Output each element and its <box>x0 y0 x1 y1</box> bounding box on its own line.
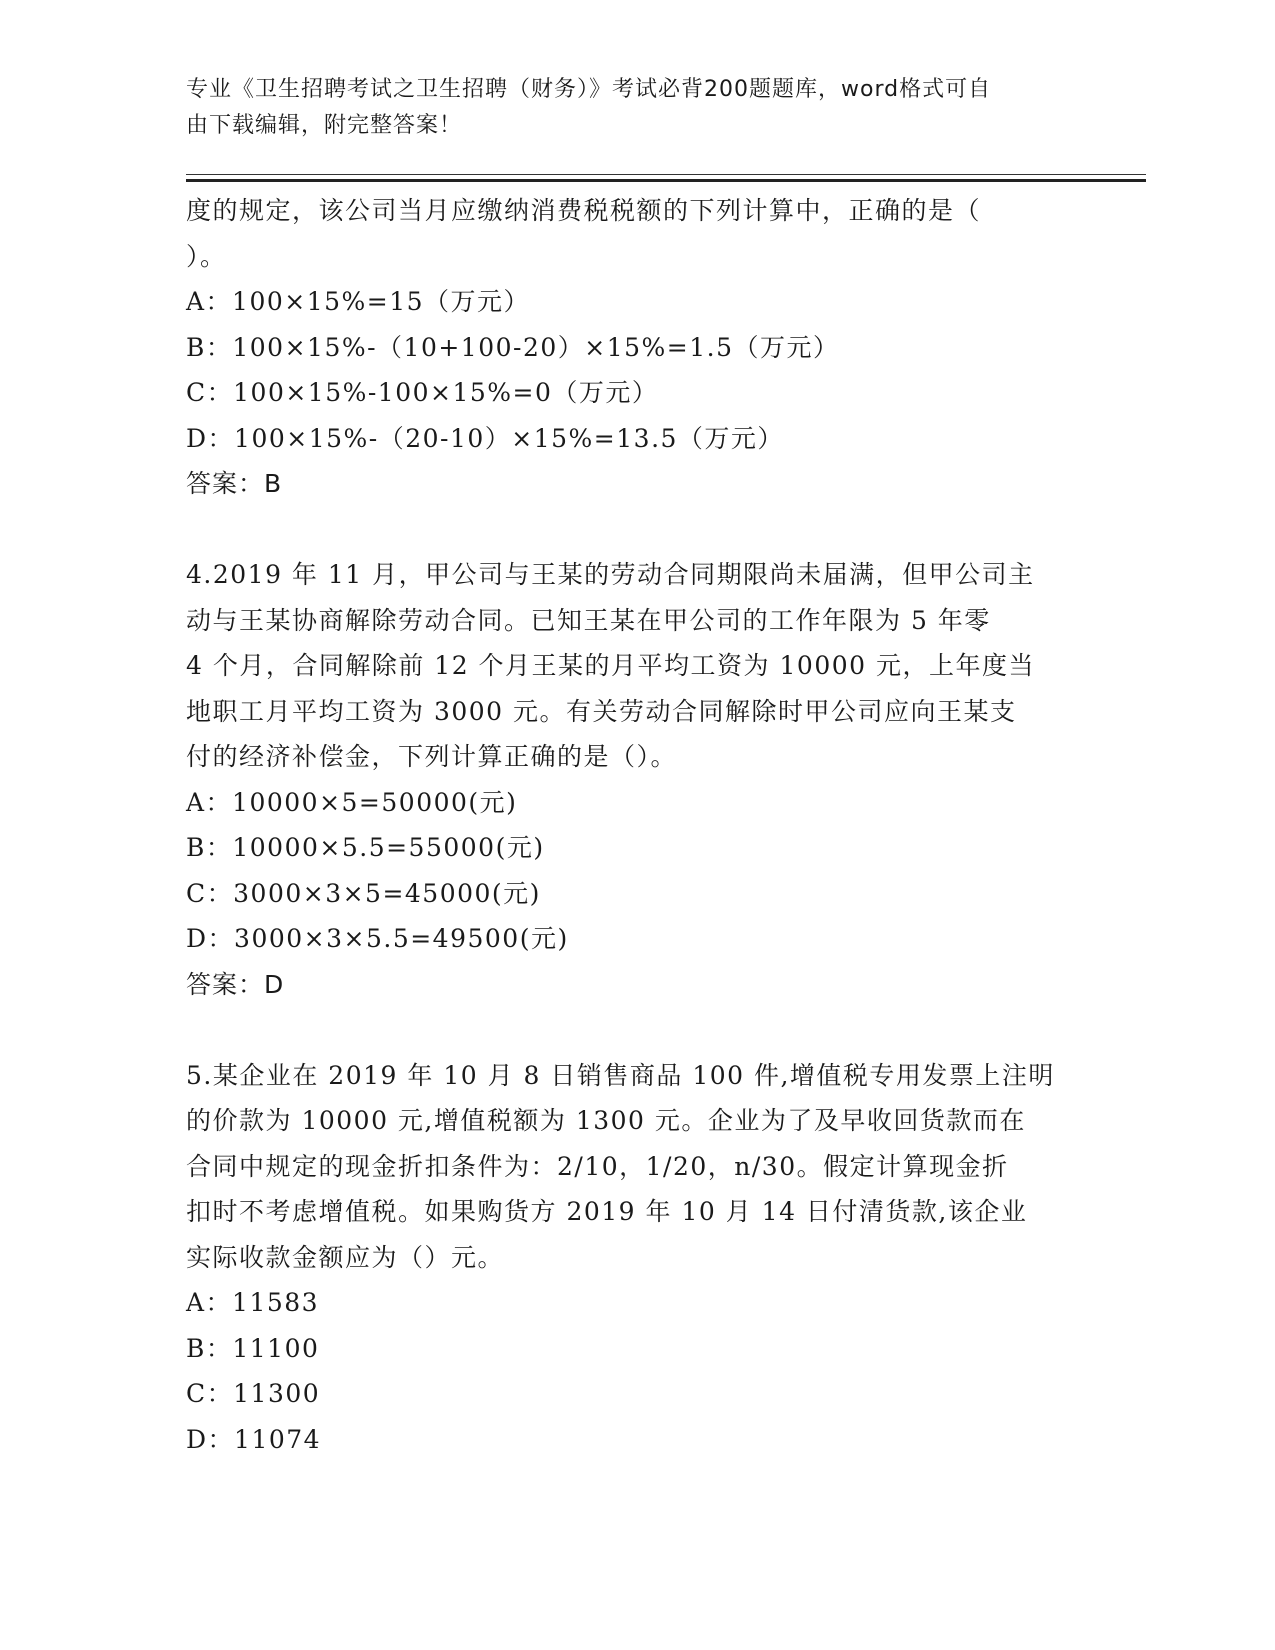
header-line-2: 由下载编辑，附完整答案！ <box>186 113 463 138</box>
question-stem-line: 扣时不考虑增值税。如果购货方 2019 年 10 月 14 日付清货款,该企业 <box>186 1197 1028 1226</box>
option-c: C：3000×3×5=45000(元) <box>186 878 541 908</box>
question-stem-line: 动与王某协商解除劳动合同。已知王某在甲公司的工作年限为 5 年零 <box>186 605 991 635</box>
header-divider-thin <box>186 174 1146 175</box>
question-stem-line: 付的经济补偿金，下列计算正确的是（）。 <box>186 742 678 771</box>
question-stem-line: 4 个月，合同解除前 12 个月王某的月平均工资为 10000 元，上年度当 <box>186 651 1035 680</box>
option-c: C：11300 <box>186 1379 321 1408</box>
document-header <box>186 72 1066 144</box>
answer-line: 答案：D <box>186 969 285 999</box>
option-b: B：100×15%-（10+100-20）×15%=1.5（万元） <box>186 332 840 362</box>
option-d: D：100×15%-（20-10）×15%=13.5（万元） <box>186 423 784 453</box>
option-d: D：3000×3×5.5=49500(元) <box>186 924 569 953</box>
question-stem-line: 实际收款金额应为（）元。 <box>186 1242 505 1272</box>
option-a: A：10000×5=50000(元) <box>186 787 518 817</box>
question-stem-line: 5.某企业在 2019 年 10 月 8 日销售商品 100 件,增值税专用发票上注明 <box>186 1060 1055 1090</box>
question-4 <box>186 552 1086 1007</box>
header-line-1: 专业《卫生招聘考试之卫生招聘（财务）》考试必背200题题库，word格式可自 <box>186 77 992 102</box>
question-stem-line: 合同中规定的现金折扣条件为：2/10，1/20，n/30。假定计算现金折 <box>186 1151 1009 1181</box>
question-stem-line: ）。 <box>186 241 227 271</box>
question-stem-line: 地职工月平均工资为 3000 元。有关劳动合同解除时甲公司应向王某支 <box>186 696 1017 726</box>
question-stem-line: 4.2019 年 11 月，甲公司与王某的劳动合同期限尚未届满，但甲公司主 <box>186 560 1035 589</box>
spacer <box>186 507 1086 553</box>
answer-line: 答案：B <box>186 469 283 498</box>
option-a: A：100×15%=15（万元） <box>186 287 531 316</box>
header-divider-thick <box>186 179 1146 182</box>
question-5 <box>186 1053 1086 1463</box>
option-c: C：100×15%-100×15%=0（万元） <box>186 378 659 407</box>
option-b: B：10000×5.5=55000(元) <box>186 833 545 862</box>
option-a: A：11583 <box>186 1288 320 1317</box>
option-b: B：11100 <box>186 1333 320 1363</box>
option-d: D：11074 <box>186 1424 322 1454</box>
question-stem-line: 的价款为 10000 元,增值税额为 1300 元。企业为了及早收回货款而在 <box>186 1106 1026 1135</box>
question-list <box>186 188 1086 1462</box>
spacer <box>186 1007 1086 1053</box>
question-3 <box>186 188 1086 507</box>
question-stem-line: 度的规定，该公司当月应缴纳消费税税额的下列计算中，正确的是（ <box>186 196 982 225</box>
